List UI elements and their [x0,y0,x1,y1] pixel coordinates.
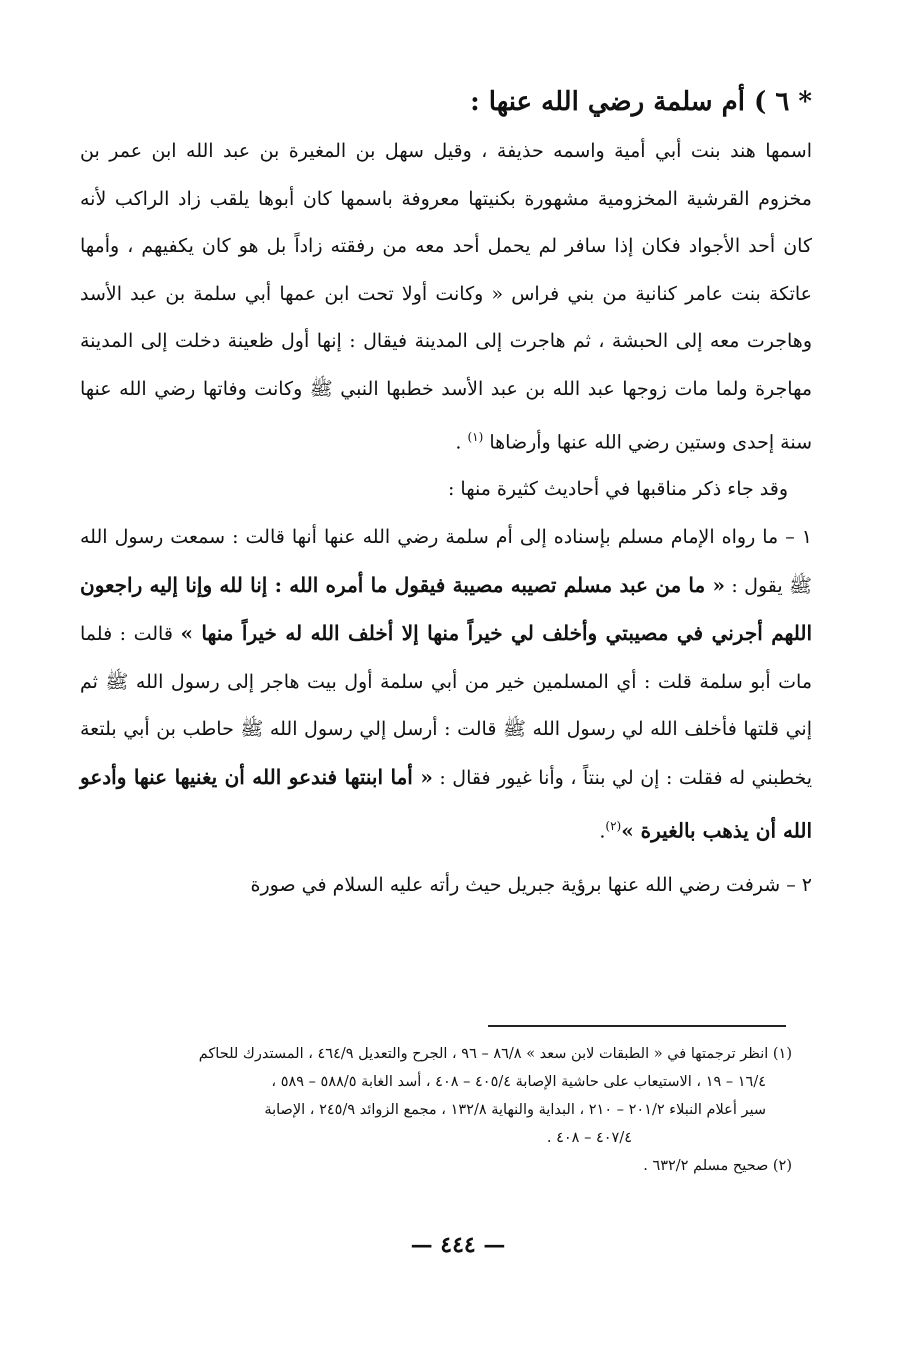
section-heading: * ٦ ) أم سلمة رضي الله عنها : [470,87,812,117]
bio-line-4: رفقته زاداً بل هو كان يكفيهم ، وأمها عاتكة بنت عامر كنانية من بني فراس [80,235,812,305]
virtue-item-2: ٢ – شرفت رضي الله عنها برؤية جبريل حيث رأته عليه السلام في صورة [250,873,812,896]
footnote-1-line-4: ٤٠٧/٤ – ٤٠٨ . [546,1130,632,1146]
bio-line-5: « وكانت أولا تحت ابن عمها أبي سلمة بن عبد الأسد وهاجرت معه إلى الحبشة ، [80,282,812,353]
hadith-quote-1: « ما من عبد مسلم تصيبه مصيبة فيقول ما أمره الله : إنا لله وإنا إليه راجعون اللهم أجرني في مصيبتي وأخلف لي خيراً منها إلا أخلف الله له خيراً منها » [80,572,813,646]
bio-line-7: زوجها عبد الله بن عبد الأسد خطبها النبي ﷺ وكانت وفاتها رضي الله عنها [80,377,667,400]
hadith-quote-2: « أما ابنتها فندعو الله أن يغنيها عنها وأدعو الله أن يذهب بالغيرة » [80,765,812,842]
item1-lead: ١ – ما رواه الإمام مسلم بإسناده إلى أم سلمة رضي الله عنها أنها قالت : [232,526,813,549]
item1-pre: سمعت رسول الله ﷺ يقول : [80,526,812,597]
footnote-ref-1: (١) [467,429,484,444]
page-number: — ٤٤٤ — [410,1232,506,1258]
virtue-item-1 [80,514,812,855]
page-body [80,70,812,909]
footnote-divider [488,1025,786,1027]
bio-line-6: ثم هاجرت إلى المدينة فيقال : إنها أول ظعينة دخلت إلى المدينة مهاجرة ولما مات [80,330,812,400]
footnote-1-line-2: ١٦/٤ – ١٩ ، الاستيعاب على حاشية الإصابة ٤٠٥/٤ – ٤٠٨ ، أسد الغابة ٥٨٨/٥ – ٥٨٩ ، [271,1074,766,1090]
bio-line-2: ابن عمر بن مخزوم القرشية المخزومية مشهورة بكنيتها معروفة باسمها كان أبوها [80,140,812,210]
footnote-1-line-3: سير أعلام النبلاء ٢٠١/٢ – ٢١٠ ، البداية والنهاية ١٣٢/٨ ، مجمع الزوائد ٢٤٥/٩ ، الإصابة [264,1102,766,1118]
footnote-2: (٢) صحيح مسلم ٦٣٢/٢ . [643,1158,792,1174]
footnote-1-line-1: (١) انظر ترجمتها في « الطبقات لابن سعد » ٨٦/٨ – ٩٦ ، الجرح والتعديل ٤٦٤/٩ ، المستدرك للحاكم [198,1046,792,1062]
bio-end: . [455,430,468,453]
virtues-intro: وقد جاء ذكر مناقبها في أحاديث كثيرة منها : [447,478,788,501]
biography-paragraph [80,128,812,466]
bio-line-3: يلقب زاد الراكب لأنه كان أحد الأجواد فكان إذا سافر لم يحمل أحد معه من [80,187,812,258]
footnotes [80,1040,792,1180]
item1-mid: قالت : فلما مات أبو سلمة قلت : أي المسلمين خير من أبي سلمة أول بيت هاجر إلى رسول الله ﷺ ثم إني قلتها فأخلف الله لي رسول الله ﷺ قالت : أرسل إلي رسول الله ﷺ حاطب بن أبي بلتعة يخطبني له فقلت : إن لي بنتاً ، وأنا غيور فقال : [80,623,812,790]
bio-line-8: سنة إحدى وستين رضي الله عنها وأرضاها [489,430,812,453]
bio-line-1: اسمها هند بنت أبي أمية واسمه حذيفة ، وقيل سهل بن المغيرة بن عبد الله [186,140,812,162]
item1-end: . [599,819,606,842]
footnote-ref-2: (٢) [605,818,622,833]
